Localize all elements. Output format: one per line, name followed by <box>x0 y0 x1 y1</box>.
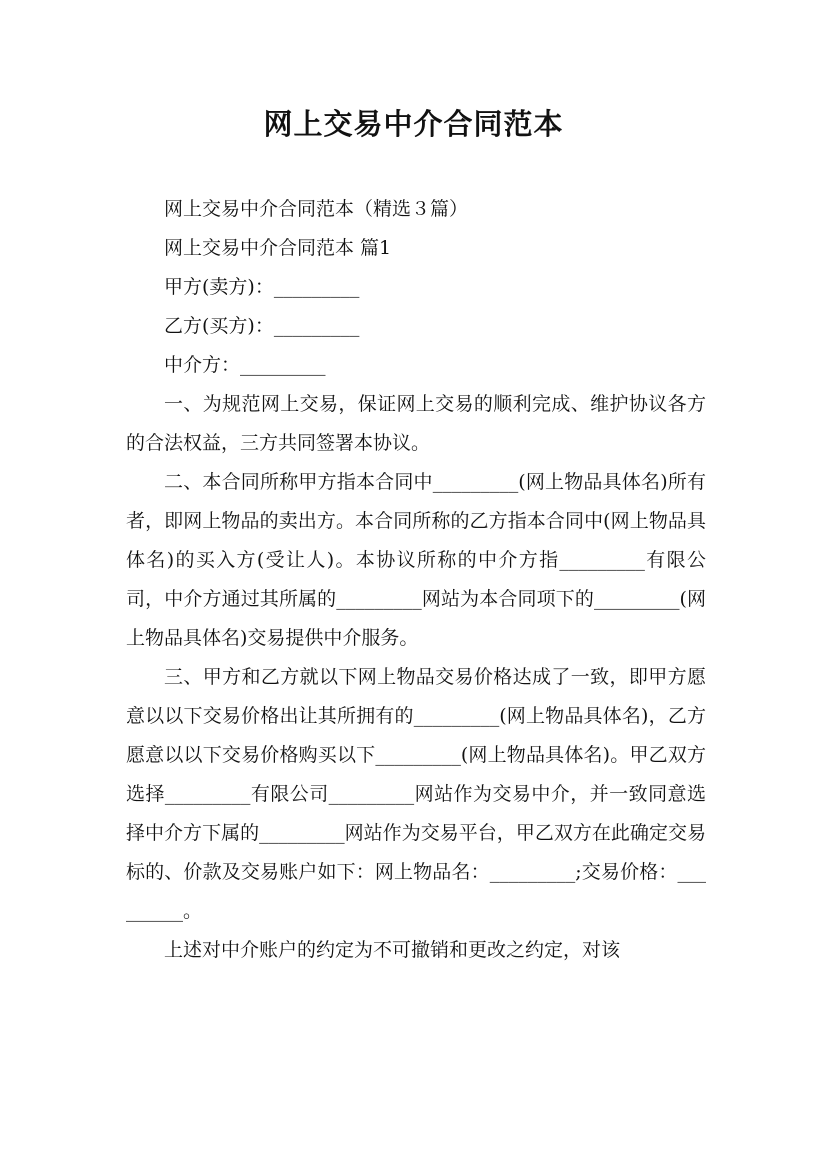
party-a-line: 甲方(卖方)：_________ <box>164 276 360 298</box>
section-heading: 网上交易中介合同范本 篇1 <box>164 237 392 259</box>
document-title: 网上交易中介合同范本 <box>263 107 564 141</box>
clause-1: 一、为规范网上交易，保证网上交易的顺利完成、维护协议各方的合法权益，三方共同签署本协议。 <box>126 393 706 454</box>
intermediary-line: 中介方：_________ <box>164 354 326 376</box>
subtitle-line: 网上交易中介合同范本（精选３篇） <box>164 198 469 220</box>
document-body <box>126 190 706 970</box>
clause-2: 二、本合同所称甲方指本合同中_________(网上物品具体名)所有者，即网上物品的卖出方。本合同所称的乙方指本合同中(网上物品具体名)的买入方(受让人)。本协议所称的中介方指_________有限公司，中介方通过其所属的_________网站为本合同项下的_________(网上物品具体名)交易提供中介服务。 <box>126 471 706 649</box>
clause-continuation: 上述对中介账户的约定为不可撤销和更改之约定，对该 <box>164 939 621 961</box>
party-b-line: 乙方(买方)：_________ <box>164 315 360 337</box>
clause-3: 三、甲方和乙方就以下网上物品交易价格达成了一致，即甲方愿意以以下交易价格出让其所拥有的_________(网上物品具体名)，乙方愿意以以下交易价格购买以下_________(网上物品具体名)。甲乙双方选择_________有限公司_________网站作为交易中介，并一致同意选择中介方下属的_________网站作为交易平台，甲乙双方在此确定交易标的、价款及交易账户如下：网上物品名：_________;交易价格：_________。 <box>126 666 706 922</box>
